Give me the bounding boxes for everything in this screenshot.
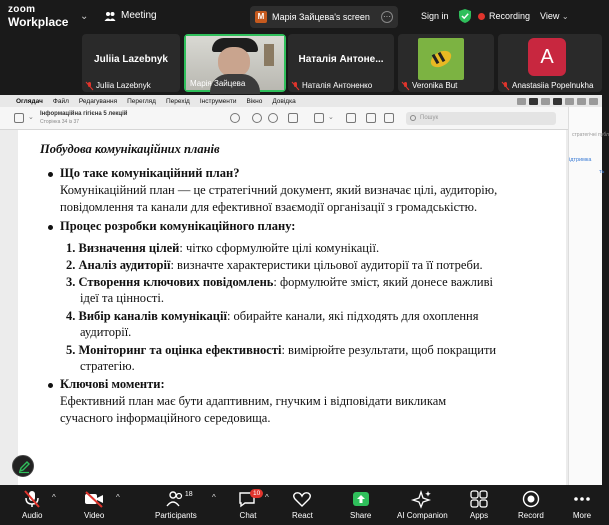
zoom-out-icon[interactable]: [252, 113, 262, 123]
markup-pen-icon[interactable]: [314, 113, 324, 123]
menu-item-window[interactable]: Вікно: [246, 97, 263, 105]
document-page: [18, 130, 566, 485]
meeting-label: Meeting: [121, 10, 157, 21]
menu-status-icons: [517, 95, 598, 107]
mic-muted-icon: [402, 82, 409, 90]
people-icon: [104, 11, 116, 21]
share-button[interactable]: [350, 485, 371, 525]
participant-tile[interactable]: [82, 34, 180, 92]
menu-item-edit[interactable]: Редагування: [78, 97, 118, 105]
chevron-up-icon[interactable]: ^: [116, 493, 120, 502]
mac-menu-bar: [0, 95, 602, 107]
status-icon: [517, 98, 526, 105]
list-item-text: : визначте характеристики цільової аудиторії та її потреби.: [170, 258, 483, 272]
heart-icon: [292, 490, 312, 508]
sidebar-toggle-icon[interactable]: [14, 113, 24, 123]
recording-indicator[interactable]: [478, 11, 530, 21]
screen-share-indicator[interactable]: [250, 6, 398, 28]
list-item-text: : формулюйте зміст, який донесе важливі: [273, 275, 493, 289]
preview-toolbar: [0, 107, 568, 130]
chevron-down-icon: ⌄: [561, 12, 569, 21]
paragraph-line: повідомлення та канали для ефективної взаємодії організації з громадськістю.: [60, 200, 478, 214]
chevron-down-icon[interactable]: ⌄: [328, 114, 334, 121]
status-icon: [553, 98, 562, 105]
menu-item-tools[interactable]: Інструменти: [199, 97, 237, 105]
participant-label: [190, 79, 245, 88]
page-number: 24: [37, 478, 45, 485]
menu-app-name[interactable]: Оглядач: [16, 97, 43, 105]
list-number: 1.: [66, 241, 76, 255]
menu-item-file[interactable]: Файл: [52, 97, 69, 105]
chat-label: Chat: [239, 511, 257, 520]
react-button[interactable]: [292, 485, 313, 525]
participant-label-text: Марія Зайцева: [190, 79, 246, 88]
chevron-up-icon[interactable]: ^: [265, 493, 269, 502]
zoom-in-icon[interactable]: [268, 113, 278, 123]
list-item-text: : вимірюйте результати, щоб покращити: [281, 343, 497, 357]
background-text: стратегічні публ: [572, 132, 609, 138]
share-label: Марія Зайцева's screen: [272, 12, 370, 22]
meeting-menu[interactable]: [104, 10, 157, 21]
search-placeholder: Пошук: [420, 115, 439, 121]
brand-zoom: zoom: [8, 4, 36, 15]
record-button[interactable]: [518, 485, 544, 525]
status-icon: [529, 98, 538, 105]
list-item-title: Створення ключових повідомлень: [78, 275, 274, 289]
video-label: Video: [84, 511, 105, 520]
status-icon: [577, 98, 586, 105]
chevron-down-icon[interactable]: ⌄: [28, 114, 34, 121]
mic-muted-icon: [502, 82, 509, 90]
paragraph-line: Ефективний план має бути адаптивним, гнучким і відповідати викликам: [60, 394, 447, 408]
ai-companion-button[interactable]: [397, 485, 448, 525]
more-icon: [572, 490, 592, 508]
background-link: ідтримка: [569, 157, 592, 163]
recording-label: Recording: [489, 11, 531, 21]
apps-label: Apps: [469, 511, 489, 520]
list-item: [66, 274, 493, 290]
list-number: 4.: [66, 309, 76, 323]
list-item: [66, 257, 483, 273]
participants-label: Participants: [155, 511, 197, 520]
participant-strip: [0, 34, 602, 94]
view-button[interactable]: [540, 11, 569, 21]
video-button[interactable]: [84, 485, 104, 525]
meeting-controls: [0, 485, 602, 525]
share-label: Share: [350, 511, 372, 520]
participant-label-text: Veronika But: [412, 81, 458, 90]
list-item: [66, 240, 379, 256]
question-title: Що таке комунікаційний план?: [60, 166, 240, 180]
chat-badge: 10: [250, 489, 263, 498]
list-item-title: Визначення цілей: [78, 241, 180, 255]
bullet: [48, 172, 53, 177]
chevron-up-icon[interactable]: ^: [52, 493, 56, 502]
participant-name-large: Наталія Антоне...: [298, 54, 384, 65]
bullet: [48, 383, 53, 388]
sparkle-icon: [412, 490, 432, 508]
participant-tile-active-speaker[interactable]: [184, 34, 286, 92]
share-screen-icon: [351, 490, 371, 508]
participant-tile[interactable]: [498, 34, 602, 92]
share-icon[interactable]: [288, 113, 298, 123]
paragraph-line: Комунікаційний план — це стратегічний документ, який визначає цілі, аудиторію,: [60, 183, 498, 197]
menu-item-view[interactable]: Перегляд: [127, 97, 156, 105]
chat-icon-wrap: [238, 490, 261, 508]
key-points-title: Ключові моменти:: [60, 377, 165, 391]
status-icon: [589, 98, 598, 105]
participant-name-large: Juliia Lazebnyk: [94, 54, 168, 65]
process-title: Процес розробки комунікаційного плану:: [60, 219, 296, 233]
top-bar: [0, 0, 602, 34]
more-options-icon[interactable]: ···: [383, 12, 391, 21]
participant-label-text: Наталія Антоненко: [302, 81, 373, 90]
chevron-down-icon[interactable]: ⌄: [80, 11, 89, 22]
brand-workplace: Workplace: [8, 15, 69, 29]
status-icon: [565, 98, 574, 105]
more-label: More: [572, 511, 592, 520]
list-item-title: Моніторинг та оцінка ефективності: [78, 343, 282, 357]
participants-count: 18: [184, 491, 193, 498]
list-number: 3.: [66, 275, 76, 289]
list-number: 2.: [66, 258, 76, 272]
mic-muted-icon: [292, 82, 299, 90]
participant-label-text: Juliia Lazebnyk: [96, 81, 151, 90]
status-icon: [541, 98, 550, 105]
rotate-icon[interactable]: [346, 113, 356, 123]
shield-check-icon[interactable]: [459, 9, 471, 23]
markup-toolbar-icon[interactable]: [366, 113, 376, 123]
view-label: View: [540, 11, 560, 21]
participant-label: [292, 81, 372, 90]
participants-icon: [166, 490, 186, 508]
participant-label: [502, 81, 593, 90]
participant-label: [402, 81, 457, 90]
paragraph-line: сучасного інформаційного середовища.: [60, 411, 271, 425]
zoom-workplace-logo: [8, 4, 68, 28]
participants-button[interactable]: [155, 485, 197, 525]
sign-in-link[interactable]: Sign in: [421, 11, 449, 21]
annotate-button[interactable]: [12, 455, 34, 477]
bullet: [48, 225, 53, 230]
react-label: React: [292, 511, 313, 520]
list-item: [66, 308, 478, 324]
participant-label-text: Anastasiia Popelnukha: [512, 81, 594, 90]
mic-muted-icon: [22, 490, 42, 508]
list-item-title: Вибір каналів комунікації: [78, 309, 227, 323]
background-window: [568, 107, 609, 485]
page-indicator: Сторінка 34 із 37: [40, 119, 80, 125]
section-heading: Побудова комунікаційних планів: [40, 142, 220, 156]
search-icon: [410, 115, 416, 121]
background-link: ть: [599, 169, 605, 175]
video-off-icon: [84, 490, 104, 508]
apps-icon: [469, 490, 489, 508]
list-item-continuation: аудиторії.: [80, 325, 132, 339]
document-title: Інформаційна гігієна 5 лекцій: [40, 111, 128, 117]
apps-button[interactable]: [469, 485, 489, 525]
annotate-icon[interactable]: [384, 113, 394, 123]
recording-dot-icon: [478, 13, 485, 20]
list-item-title: Аналіз аудиторії: [78, 258, 171, 272]
profile-picture: [418, 38, 464, 80]
record-icon: [521, 490, 541, 508]
search-field[interactable]: [406, 112, 556, 125]
participant-tile[interactable]: [398, 34, 494, 92]
pen-icon: [13, 456, 35, 478]
avatar: A: [528, 38, 566, 76]
list-item-text: : чітко сформулюйте цілі комунікації.: [179, 241, 380, 255]
list-item-continuation: ідеї та цінності.: [80, 291, 164, 305]
menu-item-help[interactable]: Довідка: [272, 97, 296, 105]
ai-companion-label: AI Companion: [397, 511, 448, 520]
sharer-avatar: M: [255, 11, 267, 23]
record-label: Record: [518, 511, 544, 520]
participants-icon-wrap: [166, 490, 193, 508]
chat-button[interactable]: [238, 485, 261, 525]
menu-item-go[interactable]: Перехід: [165, 97, 190, 105]
mic-muted-icon: [86, 82, 93, 90]
list-item: [66, 342, 496, 358]
more-button[interactable]: [572, 485, 592, 525]
audio-label: Audio: [22, 511, 43, 520]
audio-button[interactable]: [22, 485, 42, 525]
participant-label: [86, 81, 151, 90]
info-icon[interactable]: [230, 113, 240, 123]
list-number: 5.: [66, 343, 76, 357]
list-item-text: : обирайте канали, які підходять для охоплення: [226, 309, 479, 323]
participant-tile[interactable]: [288, 34, 394, 92]
list-item-continuation: стратегію.: [80, 359, 135, 373]
chevron-up-icon[interactable]: ^: [212, 493, 216, 502]
shared-screen: [0, 95, 609, 485]
